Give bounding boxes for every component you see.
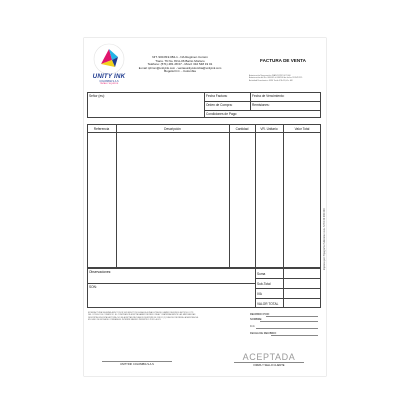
logo-circle-icon — [89, 42, 129, 76]
column-cantidad: Cantidad — [235, 126, 249, 131]
field-fecha-factura[interactable]: Fecha Factura: — [206, 93, 228, 98]
suma-label: Suma — [257, 271, 266, 276]
recibido-label: RECIBIDO POR: — [250, 313, 270, 316]
company-logo — [89, 42, 129, 88]
subtotal-label: Sub-Total — [257, 281, 271, 286]
items-table — [87, 124, 321, 268]
observaciones-label[interactable]: Observaciones: — [89, 269, 112, 274]
logo-subtitle: COLOMBIA S.A.S — [99, 80, 119, 83]
dian-resolution — [249, 75, 321, 82]
fecha-recibido-label: FECHA DE RECIBIDO — [250, 332, 277, 335]
field-fecha-vencimiento[interactable]: Fecha de Vencimiento: — [252, 93, 285, 98]
company-email: E-mail: iphrom@unityink.com - ventasunitycolombia@unityink.com — [138, 65, 222, 70]
company-info — [130, 56, 230, 74]
issuer-signature-label: UNITYINK COLOMBIA S.A.S — [120, 362, 154, 366]
resolution-line: Autorización Numeración DIAN 18762 007 000 — [249, 75, 291, 77]
company-address: Trans. 76 No. 83 A-06 Barrio Morisco — [155, 58, 205, 63]
resolution-line: Autorización del No. 000001 al 000500 de fecha 2015/12/15 — [249, 77, 303, 80]
column-referencia: Referencia — [93, 126, 110, 131]
aceptada-stamp: ACEPTADA — [242, 352, 296, 362]
logo-tagline: TINTAS Y EQUIPOS — [99, 83, 119, 85]
nombre-label: NOMBRE: — [250, 318, 263, 321]
field-condiciones-pago[interactable]: Condiciones de Pago: — [206, 112, 238, 116]
column-vr-unitario: VR. Unitario — [260, 126, 278, 131]
valor-total-label: VALOR TOTAL — [257, 301, 279, 306]
printer-side-text: Impreso por: Tipografía Publicidad Ltda. NIT 8 00 000 000 — [322, 208, 326, 270]
company-nit: NIT. 900.819.084-1 - NA Regimen Común — [152, 55, 208, 59]
legal-line: DEL CÓDIGO DE COMERCIO. EL COMPRADOR ACEPTA HABER RECIBIDO REAL Y MATERIALMENTE LAS MERCANCÍAS — [88, 314, 196, 317]
field-remisiones[interactable]: Remisiones: — [252, 102, 270, 107]
legal-line: ESTA FACTURA SE ASIMILA EN TODOS SUS EFECTOS LEGALES A UNA LETRA DE CAMBIO SEGÚN EL ARTÍCULO 774 — [88, 312, 194, 314]
client-signature-label: FIRMA Y SELLO CLIENTE — [253, 363, 285, 367]
son-label[interactable]: SON: — [89, 285, 97, 289]
logo-text: UNITY INK — [92, 73, 126, 80]
resolution-line: Actividad Económica: 4690 Tarifa ICA 11,04 x Mil — [249, 79, 293, 82]
column-descripcion: Descripción — [164, 126, 181, 131]
cc-label: C.C. — [250, 325, 256, 328]
legal-line: DESCRITAS EN ESTA FACTURA. NO SE ACEPTAN RECLAMOS DESPUÉS DE CINCO (5) DÍAS DE RECIBIDA LA MERCANCÍA. — [88, 316, 199, 319]
company-city: Bogotá D.C. - Colombia — [164, 69, 196, 74]
invoice-sheet — [84, 38, 326, 376]
legal-line: EN CASO DE MORA SE COBRARÁ EL INTERÉS MÁXIMO PERMITIDO POR LA LEY. — [88, 319, 162, 322]
column-valor-total: Valor Total — [294, 126, 310, 131]
invoice-title: FACTURA DE VENTA — [260, 58, 306, 63]
field-orden-compra[interactable]: Orden de Compra: — [206, 102, 233, 107]
legal-text — [88, 312, 248, 322]
company-phones: Teléfono: (571) 481 28 07 - Movil: 310 548 19 01 — [147, 62, 213, 67]
field-senor[interactable]: Señor (es): — [89, 93, 105, 98]
iva-label: IVA — [257, 291, 262, 296]
